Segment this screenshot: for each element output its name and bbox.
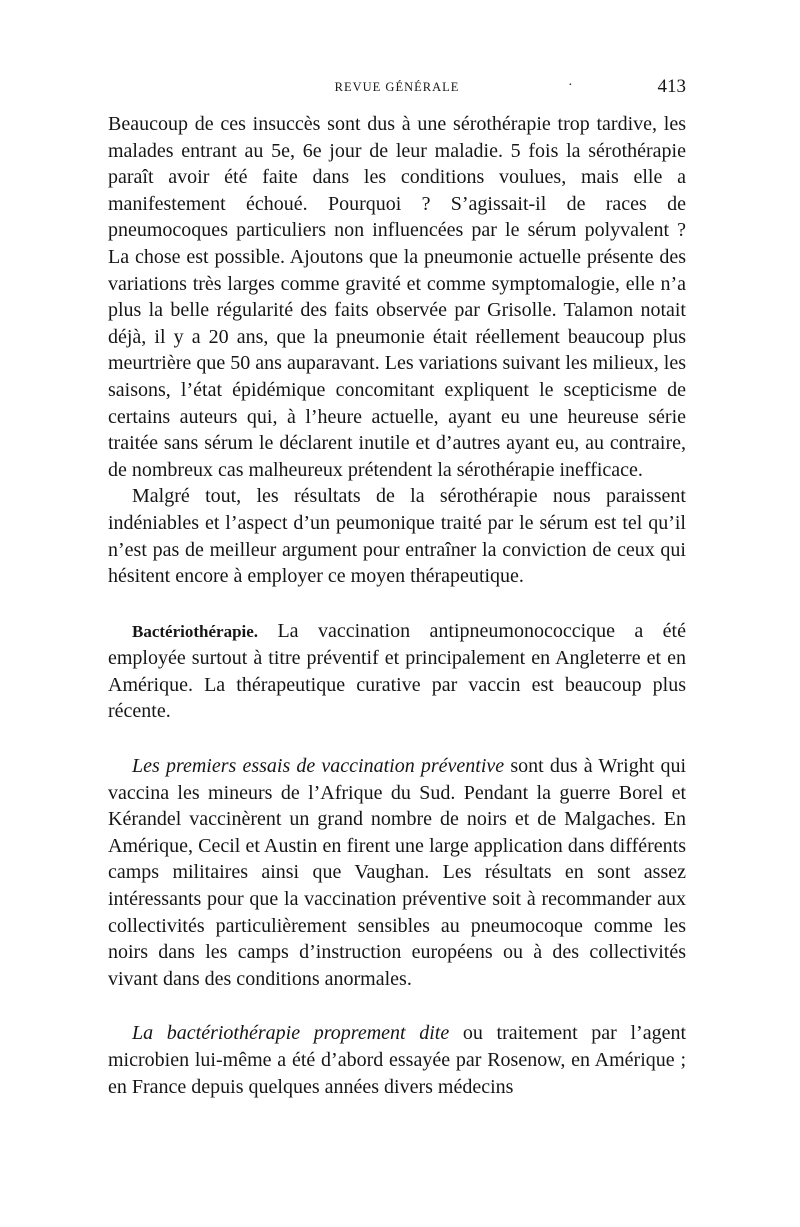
page-header bbox=[108, 76, 686, 100]
body-text bbox=[108, 111, 686, 1100]
paragraph-serotherapy-failures bbox=[108, 111, 686, 483]
italic-lead: Les premiers essais de vaccination préventive bbox=[132, 755, 505, 778]
italic-lead: La bactériothérapie proprement dite bbox=[132, 1022, 450, 1045]
paragraph-text: Beaucoup de ces insuccès sont dus à une sérothérapie trop tardive, les malades entrant au 5e, 6e jour de leur maladie. 5 fois la sérothérapie paraît avoir été faite dans les conditions voulues, mais elle a manifestement échoué. Pourquoi ? S’agissait-il de races de pneumocoques particuliers non influencées par le sérum polyvalent ? La chose est possible. Ajoutons que la pneumonie actuelle présente des variations très larges comme gravité et comme symptomalogie, elle n’a plus la belle régularité des faits observée par Grisolle. Talamon notait déjà, il y a 20 ans, que la pneumonie était réellement beaucoup plus meurtrière que 50 ans auparavant. Les variations suivant les milieux, les saisons, l’état épidémique concomitant expliquent le scepticisme de certains auteurs qui, à l’heure actuelle, ayant eu une heureuse série traitée sans sérum le déclarent inutile et d’autres ayant eu, au contraire, de nombreux cas malheureux prétendent la sérothérapie inefficace. bbox=[108, 113, 686, 481]
paragraph-bacteriotherapy bbox=[108, 618, 686, 725]
paragraph-text: ou traitement par l’agent microbien lui-même a été d’abord essayée par Rosenow, en Amérique ; en France depuis quelques années divers médecins bbox=[108, 1022, 687, 1098]
running-title: REVUE GÉNÉRALE bbox=[334, 80, 460, 94]
paragraph-text: Malgré tout, les résultats de la sérothérapie nous paraissent indéniables et l’aspect d’un peumonique traité par le sérum est tel qu’il n’est pas de meilleur argument pour entraîner la conviction de ceux qui hésitent encore à employer ce moyen thérapeutique. bbox=[108, 485, 686, 588]
paragraph-bacteriotherapy-proper bbox=[108, 1020, 686, 1100]
section-heading: Bactériothérapie. bbox=[132, 621, 259, 641]
page-number: 413 bbox=[657, 76, 686, 97]
paragraph-serotherapy-conclusion bbox=[108, 483, 686, 589]
paragraph-text: sont dus à Wright qui vaccina les mineurs de l’Afrique du Sud. Pendant la guerre Borel et Kérandel vaccinèrent un grand nombre de noirs et de Malgaches. En Amérique, Cecil et Austin en firent une large application dans différents camps militaires ainsi que Vaughan. Les résultats en sont assez intéressants pour que la vaccination préventive soit à recommander aux collectivités particulièrement sensibles au pneumocoque comme les noirs dans les camps d’instruction européens ou à des collectivités vivant dans des conditions anormales. bbox=[108, 755, 686, 990]
paragraph-preventive-vaccination bbox=[108, 753, 686, 992]
paragraph-text: La vaccination antipneumonococcique a été employée surtout à titre préventif et principalement en Angleterre et en Amérique. La thérapeutique curative par vaccin est beaucoup plus récente. bbox=[108, 619, 686, 723]
header-mark: · bbox=[568, 78, 573, 93]
